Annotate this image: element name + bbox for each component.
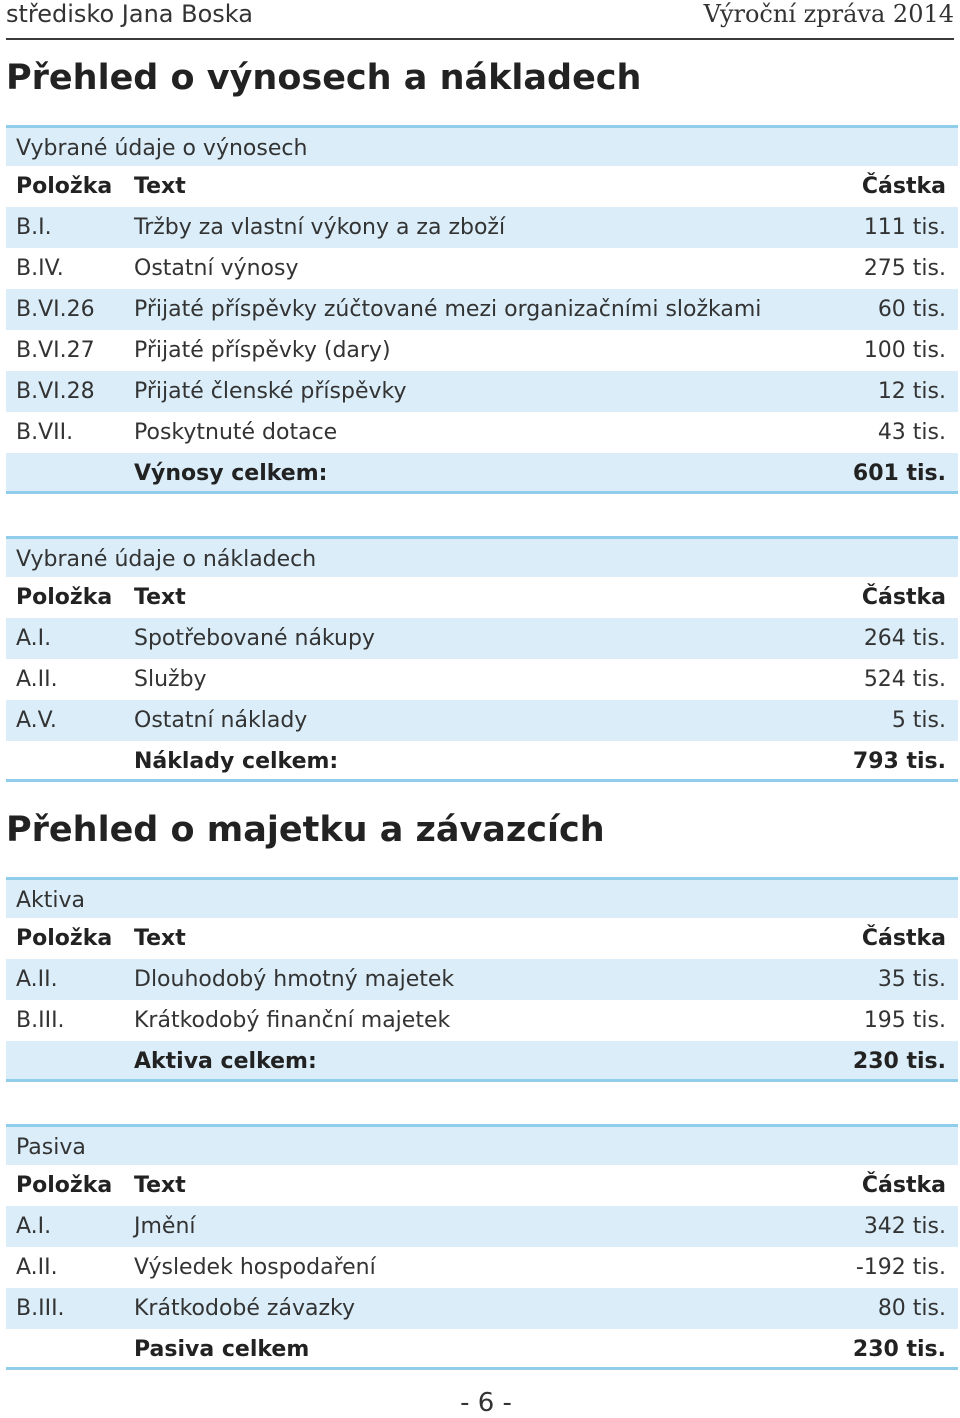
col-amount-header: Částka bbox=[861, 926, 946, 951]
row-text: Jmění bbox=[134, 1214, 196, 1239]
row-text: Dlouhodobý hmotný majetek bbox=[134, 967, 455, 992]
row-item: A.I. bbox=[16, 1214, 52, 1239]
row-text: Krátkodobé závazky bbox=[134, 1296, 355, 1321]
total-label: Pasiva celkem bbox=[134, 1337, 310, 1362]
table-header-row bbox=[6, 918, 958, 959]
row-amount: 60 tis. bbox=[877, 297, 946, 322]
table-total-row bbox=[6, 741, 958, 782]
table-row bbox=[6, 959, 958, 1000]
col-amount-header: Částka bbox=[861, 174, 946, 199]
row-item: B.IV. bbox=[16, 256, 64, 281]
table-row bbox=[6, 371, 958, 412]
row-text: Poskytnuté dotace bbox=[134, 420, 338, 445]
table-row bbox=[6, 330, 958, 371]
table-title-row bbox=[6, 536, 958, 577]
page-header bbox=[6, 0, 954, 40]
row-amount: 80 tis. bbox=[877, 1296, 946, 1321]
row-amount: 275 tis. bbox=[863, 256, 946, 281]
row-text: Přijaté příspěvky zúčtované mezi organizačními složkami bbox=[134, 297, 762, 322]
table-row bbox=[6, 412, 958, 453]
table-row bbox=[6, 1000, 958, 1041]
row-amount: -192 tis. bbox=[855, 1255, 946, 1280]
table-title: Pasiva bbox=[16, 1135, 86, 1160]
table-header-row bbox=[6, 166, 958, 207]
col-item-header: Položka bbox=[16, 174, 113, 199]
assets-table bbox=[6, 877, 958, 1082]
total-amount: 230 tis. bbox=[852, 1337, 946, 1362]
table-row bbox=[6, 289, 958, 330]
heading-revenues-costs: Přehled o výnosech a nákladech bbox=[6, 58, 642, 98]
col-amount-header: Částka bbox=[861, 585, 946, 610]
row-amount: 342 tis. bbox=[863, 1214, 946, 1239]
row-text: Tržby za vlastní výkony a za zboží bbox=[134, 215, 506, 240]
col-text-header: Text bbox=[134, 1173, 186, 1198]
row-amount: 12 tis. bbox=[877, 379, 946, 404]
row-item: A.II. bbox=[16, 667, 58, 692]
header-organization: středisko Jana Boska bbox=[6, 0, 253, 28]
row-amount: 524 tis. bbox=[863, 667, 946, 692]
total-amount: 230 tis. bbox=[852, 1049, 946, 1074]
row-item: A.I. bbox=[16, 626, 52, 651]
row-item: B.VII. bbox=[16, 420, 74, 445]
liabilities-table bbox=[6, 1124, 958, 1370]
total-label: Výnosy celkem: bbox=[134, 461, 328, 486]
col-item-header: Položka bbox=[16, 585, 113, 610]
table-title: Aktiva bbox=[16, 888, 86, 913]
row-item: A.II. bbox=[16, 1255, 58, 1280]
row-text: Ostatní výnosy bbox=[134, 256, 299, 281]
row-amount: 100 tis. bbox=[863, 338, 946, 363]
col-text-header: Text bbox=[134, 174, 186, 199]
page-number: - 6 - bbox=[460, 1388, 512, 1418]
table-title-row bbox=[6, 1124, 958, 1165]
row-text: Krátkodobý finanční majetek bbox=[134, 1008, 451, 1033]
costs-table bbox=[6, 536, 958, 782]
table-row bbox=[6, 659, 958, 700]
row-text: Přijaté členské příspěvky bbox=[134, 379, 407, 404]
table-row bbox=[6, 1206, 958, 1247]
row-text: Služby bbox=[134, 667, 207, 692]
row-item: A.II. bbox=[16, 967, 58, 992]
table-row bbox=[6, 1247, 958, 1288]
row-item: B.I. bbox=[16, 215, 52, 240]
revenues-table bbox=[6, 125, 958, 494]
table-row bbox=[6, 1288, 958, 1329]
table-header-row bbox=[6, 577, 958, 618]
row-item: A.V. bbox=[16, 708, 57, 733]
table-row bbox=[6, 207, 958, 248]
table-row bbox=[6, 700, 958, 741]
col-text-header: Text bbox=[134, 926, 186, 951]
heading-assets-liabilities: Přehled o majetku a závazcích bbox=[6, 810, 605, 850]
table-title-row bbox=[6, 877, 958, 918]
row-amount: 35 tis. bbox=[877, 967, 946, 992]
table-header-row bbox=[6, 1165, 958, 1206]
total-amount: 601 tis. bbox=[852, 461, 946, 486]
row-text: Přijaté příspěvky (dary) bbox=[134, 338, 391, 363]
row-text: Výsledek hospodaření bbox=[134, 1255, 376, 1280]
total-label: Náklady celkem: bbox=[134, 749, 339, 774]
row-item: B.VI.28 bbox=[16, 379, 95, 404]
table-total-row bbox=[6, 1329, 958, 1370]
total-amount: 793 tis. bbox=[852, 749, 946, 774]
total-label: Aktiva celkem: bbox=[134, 1049, 317, 1074]
col-item-header: Položka bbox=[16, 1173, 113, 1198]
row-item: B.III. bbox=[16, 1008, 65, 1033]
row-amount: 43 tis. bbox=[877, 420, 946, 445]
col-item-header: Položka bbox=[16, 926, 113, 951]
table-row bbox=[6, 618, 958, 659]
table-title: Vybrané údaje o výnosech bbox=[16, 136, 308, 161]
row-amount: 111 tis. bbox=[863, 215, 946, 240]
table-row bbox=[6, 248, 958, 289]
header-report-title: Výroční zpráva 2014 bbox=[703, 0, 954, 28]
table-total-row bbox=[6, 453, 958, 494]
row-text: Ostatní náklady bbox=[134, 708, 308, 733]
row-item: B.VI.27 bbox=[16, 338, 95, 363]
row-amount: 195 tis. bbox=[863, 1008, 946, 1033]
table-total-row bbox=[6, 1041, 958, 1082]
table-title-row bbox=[6, 125, 958, 166]
col-text-header: Text bbox=[134, 585, 186, 610]
row-amount: 264 tis. bbox=[863, 626, 946, 651]
col-amount-header: Částka bbox=[861, 1173, 946, 1198]
row-item: B.VI.26 bbox=[16, 297, 95, 322]
row-text: Spotřebované nákupy bbox=[134, 626, 375, 651]
row-item: B.III. bbox=[16, 1296, 65, 1321]
table-title: Vybrané údaje o nákladech bbox=[16, 547, 317, 572]
row-amount: 5 tis. bbox=[891, 708, 946, 733]
